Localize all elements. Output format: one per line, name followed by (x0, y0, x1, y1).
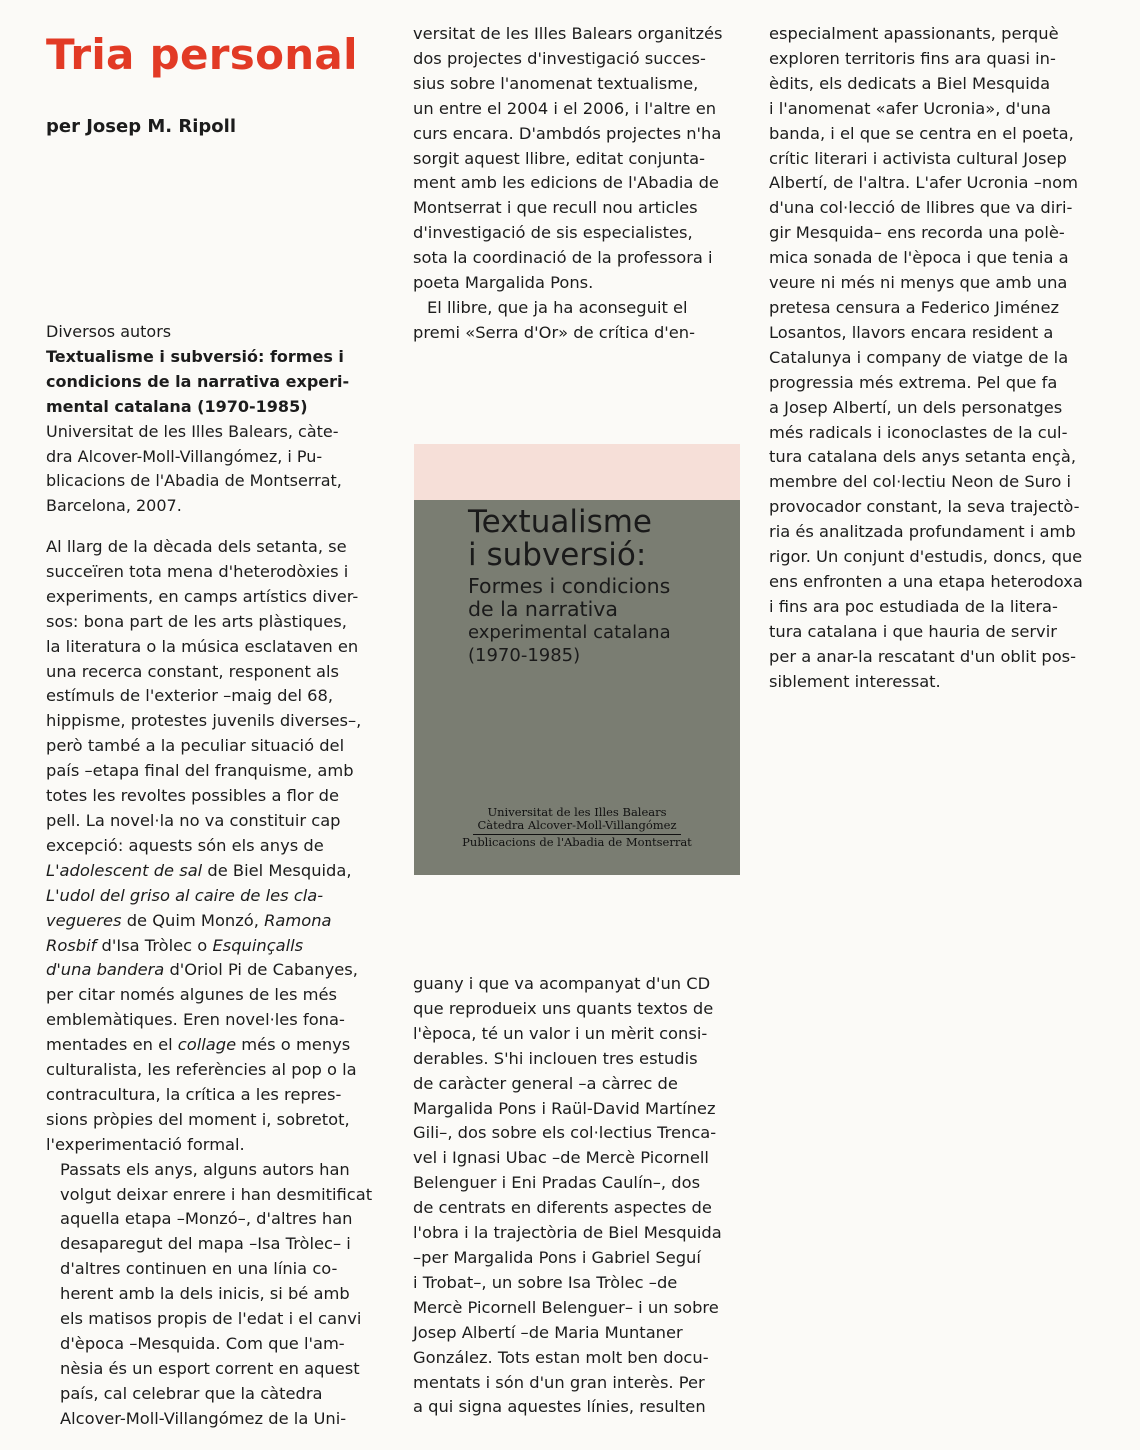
book-publisher-line: Barcelona, 2007. (46, 496, 182, 516)
text-line: especialment apassionants, perquè (769, 24, 1059, 43)
text-line: veure ni més ni menys que amb una (769, 273, 1068, 293)
text-fragment: d'Isa Tròlec o (96, 935, 213, 955)
text-line: Al llarg de la dècada dels setanta, se (46, 537, 347, 556)
book-publisher-line: Universitat de les Illes Balears, càte- (46, 421, 339, 441)
term-italic: collage (177, 1035, 237, 1055)
cover-title-line: i subversió: (468, 537, 647, 573)
text-line: pell. La novel·la no va constituir cap (46, 810, 341, 830)
book-info (46, 320, 382, 519)
text-line (46, 934, 382, 959)
cover-publisher-line: Universitat de les Illes Balears (487, 805, 667, 819)
text-line: guany i que va acompanyat d'un CD (413, 974, 711, 993)
byline: per Josep M. Ripoll (46, 116, 237, 137)
book-publisher-line: dra Alcover-Moll-Villangómez, i Pu- (46, 446, 323, 466)
text-line: El llibre, que ja ha aconseguit el (427, 297, 688, 317)
text-line: mentats i són d'un gran interès. Per (413, 1372, 705, 1392)
text-line: membre del col·lectiu Neon de Suro i (769, 472, 1071, 492)
paragraph (413, 22, 743, 296)
text-line: progressia més extrema. Pel que fa (769, 372, 1058, 392)
text-line: estímuls de l'exterior –maig del 68, (46, 686, 334, 706)
cover-publisher-line: Publicacions de l'Abadia de Montserrat (462, 835, 692, 849)
text-line (46, 859, 382, 884)
text-line: d'altres continuen en una línia co- (60, 1259, 338, 1279)
text-line: exploren territoris fins ara quasi in- (769, 48, 1056, 68)
text-line: excepció: aquests són els anys de (46, 835, 324, 855)
text-line: versitat de les Illes Balears organitzés (413, 24, 723, 43)
cover-subtitle-line: (1970-1985) (468, 645, 581, 666)
book-authors: Diversos autors (46, 322, 172, 341)
cover-subtitle-line: de la narrativa (468, 597, 618, 621)
text-line: ria és analitzada profundament i amb (769, 522, 1076, 542)
text-line: d'una col·lecció de llibres que va diri- (769, 198, 1073, 218)
paragraph (413, 972, 743, 1420)
text-line: a qui signa aquestes línies, resulten (413, 1397, 706, 1417)
text-line: curs encara. D'ambdós projectes n'ha (413, 123, 722, 143)
article-column-2-continued (413, 972, 743, 1420)
paragraph (46, 1158, 382, 1432)
book-title-italic: L'udol del griso al caire de les cla- (46, 885, 324, 905)
text-line: i l'anomenat «afer Ucronia», d'una (769, 98, 1051, 118)
cover-publisher-block (414, 806, 740, 849)
book-title-italic: d'una bandera (46, 960, 165, 980)
text-line: ment amb les edicions de l'Abadia de (413, 173, 719, 193)
text-line: banda, i el que se centra en el poeta, (769, 123, 1074, 143)
paragraph (413, 296, 743, 346)
text-line: país –etapa final del franquisme, amb (46, 761, 354, 781)
cover-title-block (468, 506, 671, 667)
text-line: hippisme, protestes juvenils diverses–, (46, 711, 362, 731)
text-line: volgut deixar enrere i han desmitificat (60, 1184, 373, 1204)
text-fragment: de Biel Mesquida, (202, 860, 352, 880)
text-line: d'investigació de sis especialistes, (413, 223, 693, 243)
text-line: per citar només algunes de les més (46, 985, 337, 1005)
text-line: Gili–, dos sobre els col·lectius Trenca- (413, 1123, 717, 1143)
text-line: experiments, en camps artístics diver- (46, 586, 359, 606)
text-line: Alcover-Moll-Villangómez de la Uni- (60, 1408, 347, 1428)
book-title-line: mental catalana (1970-1985) (46, 396, 308, 416)
paragraph (769, 22, 1099, 694)
text-line (46, 1033, 382, 1058)
book-title-italic: Esquinçalls (212, 935, 304, 955)
text-line: l'època, té un valor i un mèrit consi- (413, 1023, 708, 1043)
text-line: tura catalana dels anys setanta ençà, (769, 447, 1077, 467)
text-line: culturalista, les referències al pop o la (46, 1060, 357, 1080)
text-line: un entre el 2004 i el 2006, i l'altre en (413, 98, 717, 118)
book-title-italic: L'adolescent de sal (46, 860, 203, 880)
cover-subtitle-line: experimental catalana (468, 622, 671, 643)
text-line: –per Margalida Pons i Gabriel Seguí (413, 1247, 701, 1267)
text-line: Catalunya i company de viatge de la (769, 347, 1069, 367)
text-fragment: mentades en el (46, 1035, 178, 1055)
text-line: nèsia és un esport corrent en aquest (60, 1358, 360, 1378)
text-line: rigor. Un conjunt d'estudis, doncs, que (769, 547, 1083, 567)
book-cover-image (414, 444, 740, 875)
article-column-3 (769, 22, 1099, 694)
text-line: dos projectes d'investigació succes- (413, 48, 706, 68)
text-line: aquella etapa –Monzó–, d'altres han (60, 1209, 353, 1229)
text-line: país, cal celebrar que la càtedra (60, 1383, 323, 1403)
text-line (46, 909, 382, 934)
text-fragment: d'Oriol Pi de Cabanyes, (164, 960, 358, 980)
paragraph (46, 535, 382, 1158)
book-publisher-line: blicacions de l'Abadia de Montserrat, (46, 471, 342, 491)
text-line: Josep Albertí –de Maria Muntaner (413, 1322, 683, 1342)
text-line: sius sobre l'anomenat textualisme, (413, 73, 699, 93)
text-fragment: més o menys (236, 1035, 351, 1055)
text-line: González. Tots estan molt ben docu- (413, 1347, 709, 1367)
text-line: sorgit aquest llibre, editat conjunta- (413, 148, 705, 168)
text-line (46, 958, 382, 983)
text-line: sos: bona part de les arts plàstiques, (46, 611, 347, 631)
article-column-2 (413, 22, 743, 346)
text-line: èdits, els dedicats a Biel Mesquida (769, 73, 1051, 93)
text-line: d'època –Mesquida. Com que l'am- (60, 1334, 345, 1353)
text-line: vel i Ignasi Ubac –de Mercè Picornell (413, 1148, 709, 1168)
text-line: Belenguer i Eni Pradas Caulín–, dos (413, 1173, 701, 1193)
text-line: l'experimentació formal. (46, 1134, 245, 1154)
text-line: crític literari i activista cultural Josep (769, 148, 1067, 168)
text-line: de caràcter general –a càrrec de (413, 1073, 678, 1093)
text-line: mica sonada de l'època i que tenia a (769, 248, 1069, 268)
text-line: tura catalana i que hauria de servir (769, 621, 1057, 641)
text-line: Passats els anys, alguns autors han (60, 1159, 350, 1179)
book-title-line: condicions de la narrativa experi- (46, 371, 350, 391)
text-line: herent amb la dels inicis, si bé amb (60, 1284, 350, 1304)
text-line: Losantos, llavors encara resident a (769, 322, 1054, 342)
text-line: emblemàtiques. Eren novel·les fona- (46, 1010, 345, 1030)
text-line: Albertí, de l'altra. L'afer Ucronia –nom (769, 173, 1078, 193)
text-line: Mercè Picornell Belenguer– i un sobre (413, 1297, 719, 1317)
text-line: ens enfronten a una etapa heterodoxa (769, 571, 1083, 591)
book-title-line: Textualisme i subversió: formes i (46, 346, 344, 366)
cover-publisher-line: Càtedra Alcover-Moll-Villangómez (477, 818, 677, 832)
text-line: Montserrat i que recull nou articles (413, 198, 698, 218)
text-line: pretesa censura a Federico Jiménez (769, 297, 1060, 317)
text-line: l'obra i la trajectòria de Biel Mesquida (413, 1223, 722, 1243)
text-line: totes les revoltes possibles a flor de (46, 786, 340, 806)
text-line: els matisos propis de l'edat i el canvi (60, 1309, 362, 1329)
text-line: una recerca constant, responent als (46, 661, 340, 681)
text-fragment: de Quim Monzó, (121, 910, 265, 930)
text-line: Margalida Pons i Raül-David Martínez (413, 1098, 716, 1118)
book-title-italic: Rosbif (46, 935, 97, 955)
text-line: provocador constant, la seva trajectò- (769, 497, 1080, 517)
text-line: de centrats en diferents aspectes de (413, 1198, 712, 1218)
text-line: gir Mesquida– ens recorda una polè- (769, 223, 1065, 243)
text-line: que reprodueix uns quants textos de (413, 998, 714, 1018)
text-line: i fins ara poc estudiada de la litera- (769, 596, 1058, 616)
text-line: la literatura o la música esclataven en (46, 636, 359, 656)
text-line: a Josep Albertí, un dels personatges (769, 397, 1063, 417)
article-column-1 (46, 535, 382, 1432)
text-line: sota la coordinació de la professora i (413, 248, 713, 268)
text-line: succeïren tota mena d'heterodòxies i (46, 561, 349, 581)
text-line: i Trobat–, un sobre Isa Tròlec –de (413, 1272, 678, 1292)
text-line: derables. S'hi inclouen tres estudis (413, 1048, 698, 1068)
text-line: per a anar-la rescatant d'un oblit pos- (769, 646, 1077, 666)
text-line (46, 884, 382, 909)
text-line: premi «Serra d'Or» de crítica d'en- (413, 322, 695, 342)
book-title-italic: vegueres (46, 910, 122, 930)
cover-top-band (414, 444, 740, 500)
cover-title-line: Textualisme (468, 504, 652, 540)
text-line: però també a la peculiar situació del (46, 736, 345, 756)
text-line: desaparegut del mapa –Isa Tròlec– i (60, 1234, 351, 1254)
book-title-italic: Ramona (264, 910, 332, 930)
cover-subtitle-line: Formes i condicions (468, 574, 671, 598)
text-line: poeta Margalida Pons. (413, 273, 594, 293)
text-line: sions pròpies del moment i, sobretot, (46, 1109, 350, 1129)
text-line: contracultura, la crítica a les repres- (46, 1084, 342, 1104)
text-line: més radicals i iconoclastes de la cul- (769, 422, 1068, 442)
text-line: siblement interessat. (769, 671, 941, 691)
page-title: Tria personal (46, 30, 358, 79)
